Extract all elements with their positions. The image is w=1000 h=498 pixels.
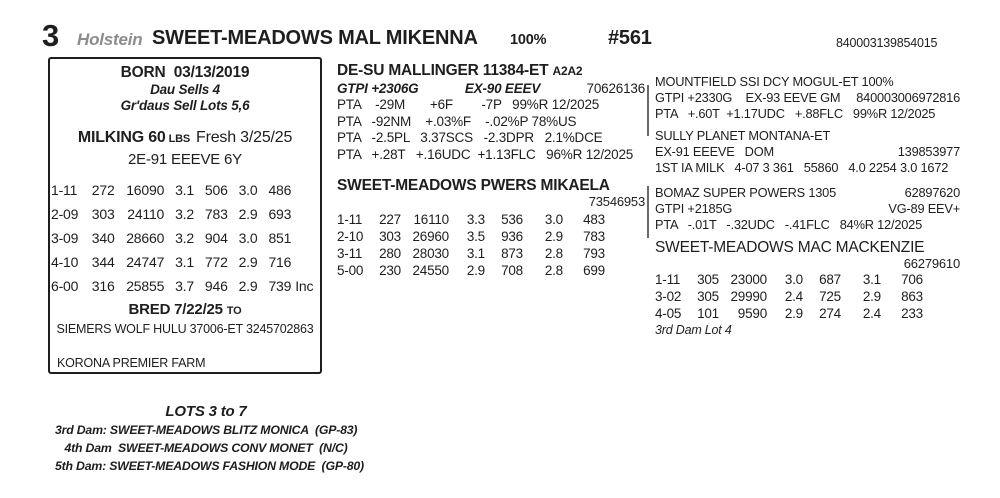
lactation-cell: 230 xyxy=(379,263,401,278)
footer-lots-block xyxy=(55,402,364,475)
registration-eid: 840003139854015 xyxy=(836,36,938,50)
sire-sire-gtpi-row xyxy=(655,90,960,106)
sire-reg: 70626136 xyxy=(586,81,645,96)
lactation-cell: 25855 xyxy=(126,278,165,294)
lactation-cell: 3.1 xyxy=(862,272,881,287)
dam-sire-pta: PTA -.01T -.32UDC -.41FLC 84%R 12/2025 xyxy=(655,217,923,232)
lactation-cell: 3.1 xyxy=(466,246,485,261)
sire-sire-block xyxy=(655,74,960,122)
sire-dam-name: SULLY PLANET MONTANA-ET xyxy=(655,128,831,143)
lactation-cell: 28660 xyxy=(126,230,165,246)
lactation-cell xyxy=(291,178,319,202)
dam-reg: 73546953 xyxy=(588,194,645,209)
lactation-cell xyxy=(291,250,319,274)
dam-dam-lactation-table xyxy=(655,271,929,322)
lactation-cell: 783 xyxy=(583,229,605,244)
lactation-cell: 305 xyxy=(697,289,719,304)
lactation-cell: 936 xyxy=(501,229,523,244)
lactation-cell: 340 xyxy=(91,230,115,246)
lactation-cell: 24550 xyxy=(412,263,449,278)
milking-unit: LBS xyxy=(168,133,191,145)
lactation-cell: 16090 xyxy=(126,182,165,198)
lactation-row xyxy=(655,288,929,305)
lactation-cell: 26960 xyxy=(412,229,449,244)
lactation-cell: 725 xyxy=(819,289,841,304)
dam-sire-gtpi-row xyxy=(655,201,960,217)
sire-dam-reg: 139853977 xyxy=(897,144,960,159)
sire-dam-score: EX-91 EEEVE DOM xyxy=(655,144,774,159)
lactation-row xyxy=(337,245,613,262)
lactation-cell: 2.9 xyxy=(238,254,258,270)
footer-title: LOTS 3 to 7 xyxy=(165,403,247,420)
lactation-cell: 2.8 xyxy=(544,263,563,278)
lactation-cell: 4-05 xyxy=(655,306,682,321)
lactation-cell xyxy=(291,226,319,250)
lactation-cell: 28030 xyxy=(412,246,449,261)
dam-sire-name: BOMAZ SUPER POWERS 1305 xyxy=(655,185,837,200)
lactation-cell: 3.2 xyxy=(175,230,194,246)
consignor-farm: KORONA PREMIER FARM xyxy=(57,356,206,370)
lactation-cell: 793 xyxy=(583,246,605,261)
sire-score: EX-90 EEEV xyxy=(464,81,541,96)
lactation-cell: Inc xyxy=(295,278,314,294)
sire-dam-score-row xyxy=(655,144,960,160)
dam-dam-reg: 66279610 xyxy=(903,256,960,271)
dam-sire-name-row xyxy=(655,185,960,201)
lactation-cell: 272 xyxy=(91,182,115,198)
lactation-row xyxy=(51,202,319,226)
bred-date: BRED 7/22/25 xyxy=(128,301,223,318)
lactation-row xyxy=(337,262,613,279)
lactation-cell: 316 xyxy=(91,278,115,294)
lactation-cell: 3.2 xyxy=(175,206,194,222)
service-sire: SIEMERS WOLF HULU 37006-ET 3245702863 xyxy=(56,322,314,336)
lactation-cell: 23000 xyxy=(730,272,767,287)
lactation-cell: 483 xyxy=(583,212,605,227)
lactation-cell: 3-02 xyxy=(655,289,682,304)
lactation-cell: 772 xyxy=(204,254,228,270)
lactation-cell: 24747 xyxy=(126,254,165,270)
lactation-cell: 3-11 xyxy=(337,246,363,261)
lactation-cell: 16110 xyxy=(413,212,449,227)
lactation-cell: 2.9 xyxy=(784,306,803,321)
classification: 2E-91 EEEVE 6Y xyxy=(128,151,242,168)
lactation-cell: 2.9 xyxy=(238,278,258,294)
lactation-row xyxy=(337,228,613,245)
lactation-cell: 1-11 xyxy=(51,182,78,198)
footer-dam-line: 3rd Dam: SWEET-MEADOWS BLITZ MONICA (GP-83) xyxy=(55,423,358,437)
lactation-cell: 739 xyxy=(268,278,292,294)
lactation-cell: 536 xyxy=(501,212,523,227)
sire-pta-line: PTA -29M +6F -7P 99%R 12/2025 xyxy=(337,97,600,112)
lactation-cell: 9590 xyxy=(737,306,767,321)
lactation-row xyxy=(655,305,929,322)
sire-name xyxy=(337,62,645,80)
lactation-row xyxy=(51,226,319,250)
lactation-cell: 101 xyxy=(697,306,719,321)
sire-pta-line: PTA +.28T +.16UDC +1.13FLC 96%R 12/2025 xyxy=(337,146,634,162)
dam-sire-score: VG-89 EEV+ xyxy=(888,201,960,216)
sire-beta-casein: A2A2 xyxy=(552,64,583,78)
lactation-cell: 783 xyxy=(204,206,228,222)
lactation-cell: 2.9 xyxy=(862,289,881,304)
lactation-cell: 2.9 xyxy=(544,229,563,244)
milking-amount: MILKING 60 xyxy=(77,129,166,146)
lactation-cell: 506 xyxy=(204,182,228,198)
lactation-cell: 946 xyxy=(204,278,228,294)
lactation-cell xyxy=(291,202,319,226)
lactation-cell: 2.9 xyxy=(466,263,485,278)
lactation-cell: 486 xyxy=(268,182,292,198)
sire-gtpi-row xyxy=(337,81,645,97)
sire-sire-reg: 840003006972816 xyxy=(856,90,960,105)
lactation-cell: 305 xyxy=(697,272,719,287)
lactation-cell: 851 xyxy=(268,230,292,246)
lactation-row xyxy=(51,250,319,274)
lactation-cell: 708 xyxy=(501,263,523,278)
lactation-cell: 3.1 xyxy=(175,182,194,198)
milking-line xyxy=(50,128,320,149)
sale-number: #561 xyxy=(608,27,652,49)
sale-note-grdaus: Gr'daus Sell Lots 5,6 xyxy=(120,98,250,113)
animal-info-box xyxy=(48,57,322,374)
breed-label: Holstein xyxy=(77,30,143,49)
sale-note-dau: Dau Sells 4 xyxy=(150,82,220,97)
lactation-cell: 4-10 xyxy=(51,254,79,270)
lactation-row xyxy=(337,211,613,228)
lactation-cell: 706 xyxy=(901,272,923,287)
lactation-cell: 873 xyxy=(501,246,523,261)
lactation-cell: 344 xyxy=(91,254,115,270)
lactation-cell: 3.0 xyxy=(238,182,258,198)
dam-sire-gtpi: GTPI +2185G xyxy=(655,201,733,216)
lactation-cell: 716 xyxy=(268,254,292,270)
sire-sire-gtpi: GTPI +2330G EX-93 EEVE GM xyxy=(655,90,841,105)
lactation-cell: 2.4 xyxy=(784,289,803,304)
lactation-cell: 3.0 xyxy=(544,212,563,227)
pedigree-bracket-top xyxy=(647,85,649,136)
sire-sire-name: MOUNTFIELD SSI DCY MOGUL-ET 100% xyxy=(655,74,894,89)
pedigree-middle-column xyxy=(337,62,645,279)
lactation-cell: 2.4 xyxy=(862,306,881,321)
lactation-cell: 233 xyxy=(901,306,923,321)
sire-name-text: DE-SU MALLINGER 11384-ET xyxy=(337,62,549,79)
dam-lactation-table xyxy=(337,211,613,279)
lactation-cell: 693 xyxy=(268,206,292,222)
lactation-cell: 3.5 xyxy=(466,229,485,244)
dam-dam-note: 3rd Dam Lot 4 xyxy=(655,323,732,337)
lactation-row xyxy=(51,274,319,298)
dam-sire-reg: 62897620 xyxy=(904,185,960,200)
lot-number: 3 xyxy=(42,18,60,53)
lactation-cell: 3.1 xyxy=(175,254,194,270)
sire-pta-line: PTA -2.5PL 3.37SCS -2.3DPR 2.1%DCE xyxy=(337,130,603,145)
pedigree-bracket-bottom xyxy=(647,186,649,238)
fresh-date: Fresh 3/25/25 xyxy=(196,129,293,146)
lactation-cell: 1-11 xyxy=(655,272,681,287)
lactation-cell: 3.3 xyxy=(466,212,485,227)
sire-gtpi: GTPI +2306G xyxy=(337,81,419,96)
dam-dam-block xyxy=(655,238,960,338)
lactation-cell: 5-00 xyxy=(337,263,364,278)
lactation-cell: 274 xyxy=(819,306,841,321)
footer-dam-line: 4th Dam SWEET-MEADOWS CONV MONET (N/C) xyxy=(64,441,348,455)
lactation-cell: 2.8 xyxy=(544,246,563,261)
lactation-cell: 29990 xyxy=(730,289,767,304)
sire-sire-pta: PTA +.60T +1.17UDC +.88FLC 99%R 12/2025 xyxy=(655,106,936,121)
lactation-cell: 280 xyxy=(379,246,401,261)
lactation-cell: 2-09 xyxy=(51,206,79,222)
born-date: BORN 03/13/2019 xyxy=(120,64,250,81)
lactation-cell: 3.0 xyxy=(784,272,803,287)
lactation-cell: 3.7 xyxy=(175,278,194,294)
lactation-cell: 1-11 xyxy=(337,212,363,227)
lactation-cell: 3-09 xyxy=(51,230,79,246)
lactation-cell: 227 xyxy=(379,212,401,227)
lactation-cell: 863 xyxy=(901,289,923,304)
lactation-cell: 904 xyxy=(204,230,228,246)
lactation-cell: 699 xyxy=(583,263,605,278)
animal-name: SWEET-MEADOWS MAL MIKENNA xyxy=(152,27,478,49)
lactation-cell: 687 xyxy=(819,272,841,287)
lactation-cell: 2-10 xyxy=(337,229,364,244)
sire-dam-block xyxy=(655,128,960,176)
lactation-cell: 303 xyxy=(91,206,115,222)
bred-to-label: TO xyxy=(226,305,242,317)
sire-dam-milk-record: 1ST IA MILK 4-07 3 361 55860 4.0 2254 3.0 1672 xyxy=(655,160,949,175)
dam-name: SWEET-MEADOWS PWERS MIKAELA xyxy=(337,177,610,194)
lactation-cell: 303 xyxy=(379,229,401,244)
lactation-cell: 2.9 xyxy=(238,206,258,222)
dam-sire-block xyxy=(655,185,960,233)
lactation-cell: 3.0 xyxy=(238,230,258,246)
sire-pta-line: PTA -92NM +.03%F -.02%P 78%US xyxy=(337,113,577,129)
lactation-cell: 24110 xyxy=(127,206,165,222)
bred-line xyxy=(50,301,320,320)
lactation-cell: 6-00 xyxy=(51,278,79,294)
lactation-row xyxy=(655,271,929,288)
footer-dam-line: 5th Dam: SWEET-MEADOWS FASHION MODE (GP-80) xyxy=(55,459,364,473)
dam-dam-name: SWEET-MEADOWS MAC MACKENZIE xyxy=(655,239,925,256)
lactation-row xyxy=(51,178,319,202)
lactation-table xyxy=(51,178,319,298)
breed-percent: 100% xyxy=(510,32,547,48)
pedigree-right-column xyxy=(655,74,960,338)
